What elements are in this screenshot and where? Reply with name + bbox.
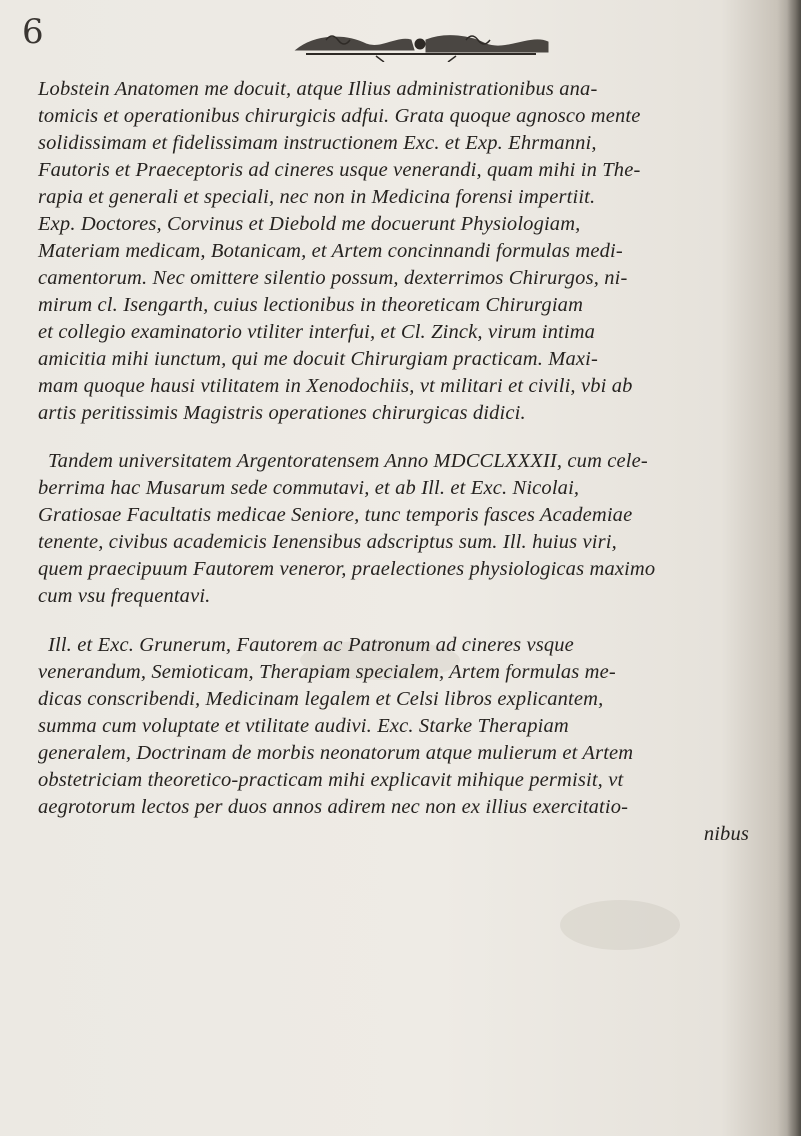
text-line: camentorum. Nec omittere silentio possum, dexterrimos Chirurgos, ni-	[38, 267, 628, 289]
text-line: et collegio examinatorio vtiliter interfui, et Cl. Zinck, virum intima	[38, 321, 596, 343]
text-line: cum vsu frequentavi.	[38, 585, 211, 607]
text-line: generalem, Doctrinam de morbis neonatorum atque mulierum et Artem	[38, 742, 634, 764]
text-line: summa cum voluptate et vtilitate audivi. Exc. Starke Therapiam	[38, 715, 569, 737]
text-line: solidissimam et fidelissimam instructionem Exc. et Exp. Ehrmanni,	[38, 132, 597, 154]
text-line: tomicis et operationibus chirurgicis adfui. Grata quoque agnosco mente	[38, 105, 641, 127]
text-line: Ill. et Exc. Grunerum, Fautorem ac Patronum ad cineres vsque	[48, 634, 574, 656]
text-line: quem praecipuum Fautorem veneror, praelectiones physiologicas maximo	[38, 558, 656, 580]
text-line: tenente, civibus academicis Ienensibus adscriptus sum. Ill. huius viri,	[38, 531, 617, 553]
text-line: Lobstein Anatomen me docuit, atque Illius administrationibus ana-	[38, 78, 598, 100]
text-line: Gratiosae Facultatis medicae Seniore, tunc temporis fasces Academiae	[38, 504, 633, 526]
text-line: obstetriciam theoretico-practicam mihi explicavit mihique permisit, vt	[38, 769, 624, 791]
text-line: mirum cl. Isengarth, cuius lectionibus in theoreticam Chirurgiam	[38, 294, 584, 316]
text-line: mam quoque hausi vtilitatem in Xenodochiis, vt militari et civili, vbi ab	[38, 375, 633, 397]
text-line: dicas conscribendi, Medicinam legalem et Celsi libros explicantem,	[38, 688, 604, 710]
text-line: Tandem universitatem Argentoratensem Anno MDCCLXXXII, cum cele-	[48, 450, 648, 472]
catchword: nibus	[703, 823, 749, 845]
page-edge-shadow	[787, 0, 801, 1136]
text-line: artis peritissimis Magistris operationes chirurgicas didici.	[38, 402, 526, 424]
page-number: 6	[22, 12, 44, 52]
text-line: amicitia mihi iunctum, qui me docuit Chirurgiam practicam. Maxi-	[38, 348, 598, 370]
text-line: Fautoris et Praeceptoris ad cineres usque venerandi, quam mihi in The-	[38, 159, 641, 181]
text-line: Materiam medicam, Botanicam, et Artem concinnandi formulas medi-	[38, 240, 623, 262]
text-line: rapia et generali et speciali, nec non in Medicina forensi impertiit.	[38, 186, 596, 208]
text-line: aegrotorum lectos per duos annos adirem nec non ex illius exercitatio-	[38, 796, 629, 818]
text-line: Exp. Doctores, Corvinus et Diebold me docuerunt Physiologiam,	[38, 213, 581, 235]
text-line: venerandum, Semioticam, Therapiam specialem, Artem formulas me-	[38, 661, 616, 683]
text-line: berrima hac Musarum sede commutavi, et ab Ill. et Exc. Nicolai,	[38, 477, 580, 499]
